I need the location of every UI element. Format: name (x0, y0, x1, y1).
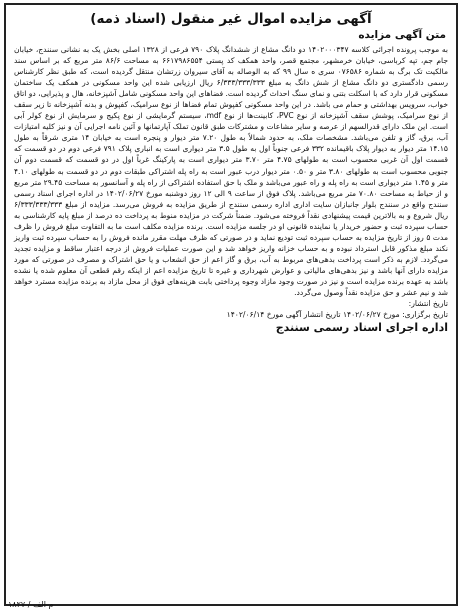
notice-body: به موجب پرونده اجرائی کلاسه ۱۴۰۲۰۰۰۳۴۷ دو دانگ مشاع از ششدانگ پلاک ۷۹۰ فرعی از ۱۳۲۸ اصلی بخش یک به نشانی سنندج، خیابان جام جم، تپه کرباسی، خیابان خرمشهر، مجتمع قصر، واحد همکف کد پستی ۶۶۱۷۹۸۶۵۵۴ به مساحت ۸۶/۶ متر مربع که بر اساس سند مالکیت تک برگ به شماره ۰۷۶۵۸۶ سری ه سال ۹۹ که به الوصاله به آقای سیروان زرتشان منتقل گردیده است، که طبق نظر کارشناس رسمی دادگستری دو دانگ مشاع از شش دانگ به مبلغ ۶/۳۳۳/۳۳۳/۳۳۳ ریال ارزیابی شده این واحد مسکونی در همکف یک ساختمان مسکونی قرار دارد که با اسکلت بتنی و نمای سنگ احداث گردیده است. فضاهای این واحد مسکونی شامل آشپزخانه، هال و پذیرایی، دو اتاق خواب، سرویس بهداشتی و حمام می باشد. در این واحد مسکونی کفپوش تمام فضاها از نوع سرامیک، کفپوش و بدنه آشپزخانه تا زیر سقف از نوع سرامیک، پوشش سقف آشپزخانه از نوع PVC، کابینت‌ها از نوع mdf، سیستم گرمایشی از نوع پکیج و سرمایش از نوع کولر آبی است. این ملک دارای قدرالسهم از عرصه و سایر مشاعات و مشترکات طبق قانون تملک آپارتمانها و آئین نامه اجرایی آن و نیز کلیه امتیازات آب، برق، گاز و تلفن می‌باشد. مشخصات ملک، به حدود شمالاً به طول ۷.۲۰ متر دیوار و پنجره است به خیابان ۱۴ متری شرقاً به طول ۱۴.۱۵ متر دیوار به دیوار پلاک باقیمانده ۳۳۲ فرعی جنوباً اول به طول ۳.۵ متر دیواری است به انباری پلاک ۷۹۱ فرعی دوم در دو قسمت که قسمت اول آن غربی محسوب است به طولهای ۴.۷۵ متر ۳.۷۰ متر دیواری است به پارکینگ غرباً اول در دو قسمت که قسمت دوم آن جنوبی محسوب است به طولهای ۳.۸۰ متر و ۰.۵۰ متر دیوار درب عبور است به راه پله اشتراکی طبقات دوم در دو قسمت به طولهای ۴.۱۰ متر و ۱.۴۵ متر دیواری است به راه پله و راه عبور می‌باشد و ملک با حق استفاده اشتراکی از راه پله و آسانسور به مساحت ۲۹.۴۵ متر مربع و از حیاط به مساحت ۷۰.۸۰ متر مربع می‌باشد. پلاک فوق از ساعت ۹ الی ۱۲ روز دوشنبه مورخ ۱۴۰۲/۰۶/۲۷ در اداره اجرای اسناد رسمی سنندج واقع در سنندج بلوار جانبازان سایت اداری اداره رسمی سنندج از طریق مزایده به فروش می‌رسد. مزایده از مبلغ ۶/۳۳۳/۳۳۳/۳۳۳ ریال شروع و به بالاترین قیمت پیشنهادی نقداً فروخته می‌شود. ضمناً شرکت در مزایده منوط به پرداخت ده درصد از مبلغ پایه کارشناسی به حساب سپرده ثبت و حضور خریدار یا نماینده قانونی او در جلسه مزایده است. برنده مزایده مکلف است ما به التفاوت مبلغ فروش را ظرف مدت ۵ روز از تاریخ مزایده به حساب سپرده ثبت تودیع نماید و در صورتی که ظرف مهلت مقرر مانده فروش را به حساب سپرده ثبت واریز نکند مبلغ مذکور قابل استرداد نبوده و به حساب خزانه واریز خواهد شد و این صورت عملیات فروش از درجه اعتبار ساقط و مزایده تجدید می‌گردد. لازم به ذکر است پرداخت بدهی‌های مربوط به آب، برق و گاز اعم از حق انشعاب و یا حق اشتراک و مصرف در صورتی که مورد مزایده دارای آنها باشد و نیز بدهی‌های مالیاتی و عوارض شهرداری و غیره تا تاریخ مزایده اعم از اینکه رقم قطعی آن معلوم شده یا نشده باشد به عهده برنده مزایده است و نیز در صورت وجود مازاد وجوه پرداختی بابت هزینه‌های فوق از محل مازاد به برنده مزایده مسترد خواهد شد و نیم عشر و حق مزایده نقداً وصول می‌گردد. (14, 45, 449, 298)
auction-notice (4, 3, 458, 606)
reference-number: م الف / ۱۸۲۷ (8, 600, 54, 609)
publication-date-label: تاریخ انتشار: (408, 299, 448, 309)
notice-title: آگهی مزایده اموال غیر منقول (اسناد ذمه) (90, 11, 372, 27)
auction-dates: تاریخ برگزاری: مورخ ۱۴۰۲/۰۶/۲۷ تاریخ انتشار آگهی مورخ ۱۴۰۲/۰۶/۱۴ (226, 310, 448, 320)
issuing-office: اداره اجرای اسناد رسمی سنندج (275, 321, 448, 335)
notice-footer (14, 321, 448, 334)
notice-subtitle: متن آگهی مزایده (358, 29, 446, 41)
